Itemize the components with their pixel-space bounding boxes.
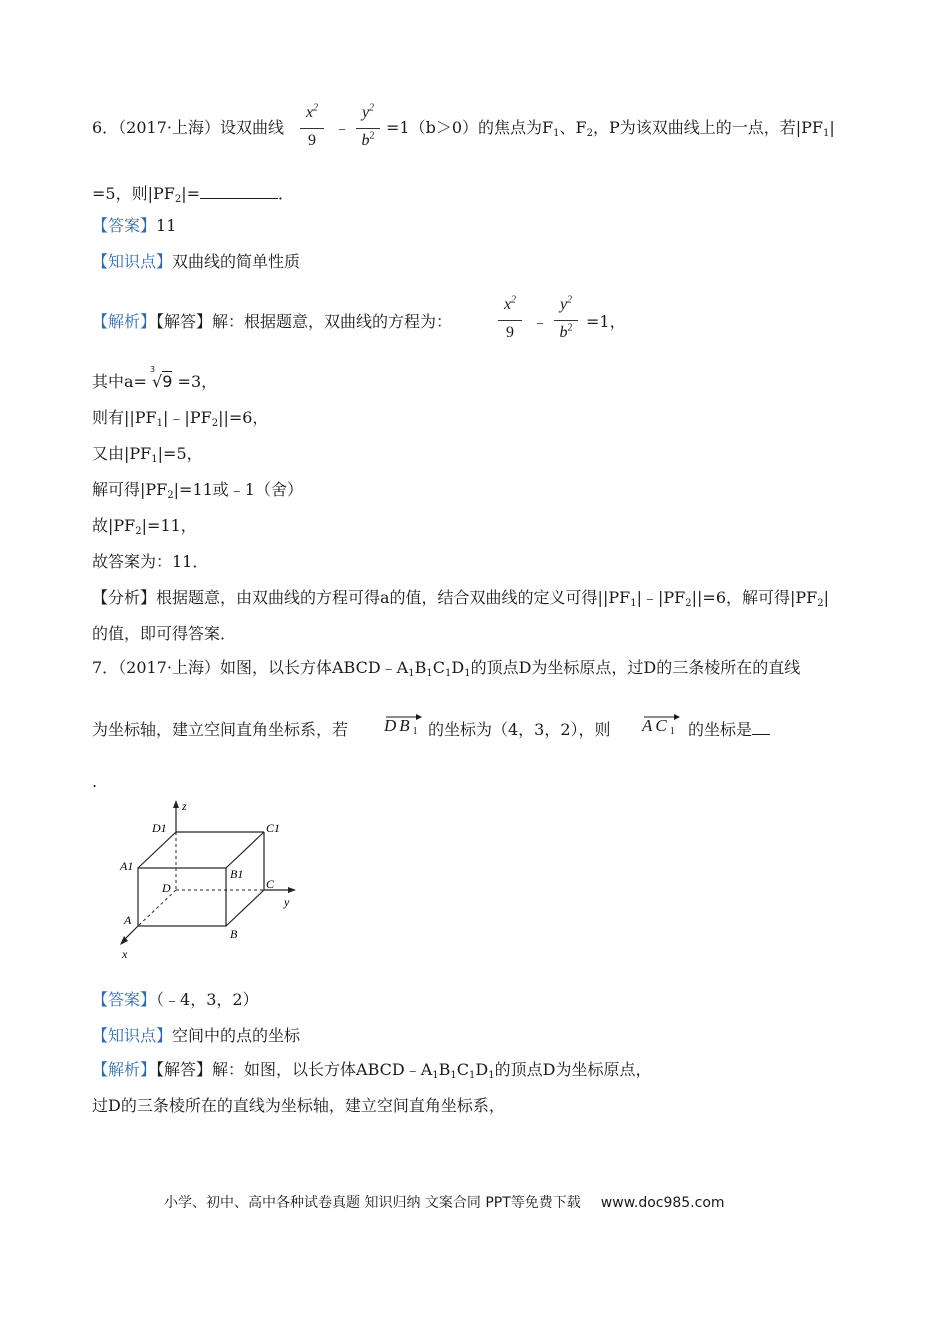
q6-step3: 又由$|PF_1|=5$， <box>92 444 203 465</box>
fig-label: C1 <box>266 821 281 835</box>
q6-analysis-minus: ﹣ <box>532 312 549 331</box>
q7-stem-line3: . <box>92 772 98 791</box>
q6-prefix: 6．（2017·上海）设双曲线 <box>92 118 284 137</box>
q7-analysis-line2: 过D的三条棱所在的直线为坐标轴，建立空间直角坐标系， <box>92 1096 505 1115</box>
q7-analysis: 【解析】【解答】解：如图，以长方体$ABCD﹣A_1B_1C_1D_1$的顶点D为坐标原点， <box>92 1060 652 1081</box>
fig-label: z <box>182 800 187 813</box>
q6-stem-line1 <box>92 118 284 138</box>
fig-label: A1 <box>120 859 134 873</box>
fig-label: D1 <box>152 821 167 835</box>
q7-knowledge: 【知识点】空间中的点的坐标 <box>92 1026 301 1045</box>
q6-fenxi: 【分析】根据题意，由双曲线的方程可得a的值，结合双曲线的定义可得$||PF_1|﹣|PF_2||=6$，解可得$|PF_2|$ <box>92 588 830 609</box>
q6-analysis-eq-end: =1， <box>586 312 626 331</box>
q7-stem-line2a: 为坐标轴，建立空间直角坐标系，若 <box>92 720 349 739</box>
fig-label: y <box>284 895 290 909</box>
q6-step5: 故$|PF_2|=11$， <box>92 516 197 537</box>
fig-label: x <box>122 947 128 961</box>
vector-arrow-icon <box>384 712 424 722</box>
vector-DB1: $DB_1$ <box>384 716 418 736</box>
q6-answer: 【答案】11 <box>92 216 177 235</box>
q7-stem-line2c: 的坐标是 <box>688 720 770 740</box>
fig-label: B <box>230 927 238 941</box>
q7-stem-line1: 7．（2017·上海）如图，以长方体$ABCD﹣A_1B_1C_1D_1$的顶点D为坐标原点，过D的三条棱所在的直线 <box>92 658 801 679</box>
cube-root-symbol: 3 √9 <box>150 365 173 391</box>
page-footer <box>164 1192 725 1212</box>
answer-blank <box>752 720 770 735</box>
q7-stem-line2b: 的坐标为（4，3，2），则 <box>428 720 611 739</box>
q6-fenxi-line2: 的值，即可得答案． <box>92 624 237 643</box>
q6-step2: 则有$||PF_1|﹣|PF_2||=6$， <box>92 408 269 429</box>
q6-stem-line2: =5，则$|PF_2|=$ ． <box>92 184 295 205</box>
fig-label: A <box>124 913 132 927</box>
vector-AC1: $AC_1$ <box>642 716 675 736</box>
cuboid-figure <box>118 800 318 966</box>
fig-label: D <box>162 881 171 895</box>
footer-text: 小学、初中、高中各种试卷真题 知识归纳 文案合同 PPT等免费下载 <box>164 1195 581 1211</box>
q6-knowledge: 【知识点】双曲线的简单性质 <box>92 252 301 271</box>
q6-minus: ﹣ <box>334 118 351 137</box>
q6-analysis: 【解析】【解答】解：根据题意，双曲线的方程为： <box>92 312 453 331</box>
vector-arrow-icon <box>642 712 682 722</box>
q6-step1: 其中a= 3 √9 =3， <box>92 365 218 391</box>
fig-label: C <box>266 877 275 891</box>
q6-stem-line1-rest: =1（b＞0）的焦点为$F_1$、$F_2$，P为该双曲线上的一点，若$|PF_1|$ <box>386 118 835 139</box>
answer-blank <box>200 184 278 199</box>
q6-step4: 解可得$|PF_2|=11$或﹣1（舍） <box>92 480 303 501</box>
q6-step6: 故答案为：11． <box>92 552 209 571</box>
footer-url[interactable]: www.doc985.com <box>600 1195 725 1211</box>
q7-answer: 【答案】（﹣4，3，2） <box>92 990 259 1009</box>
fig-label: B1 <box>230 867 244 881</box>
